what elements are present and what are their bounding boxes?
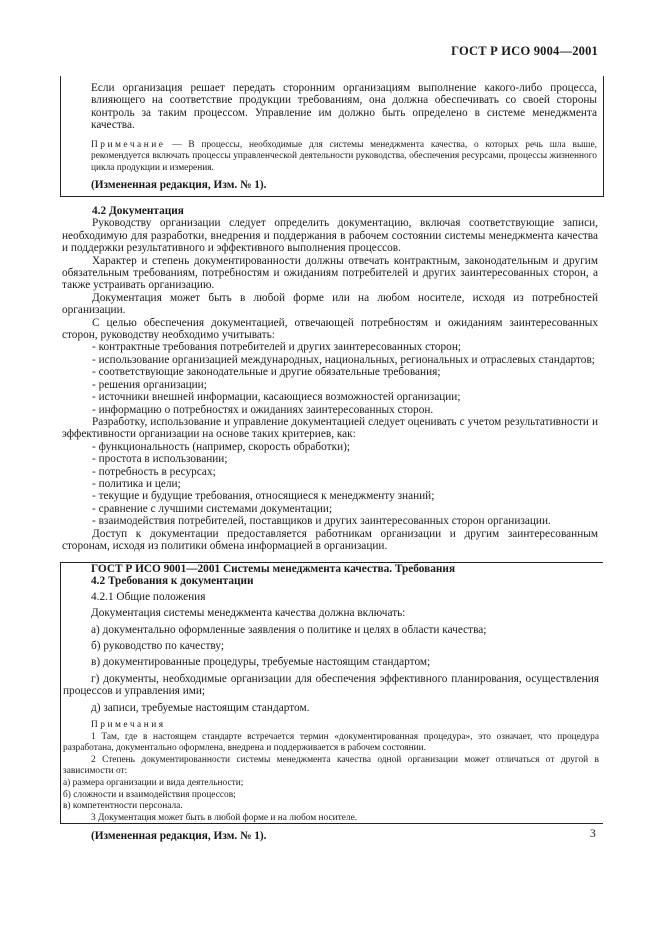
amendment-note: (Измененная редакция, Изм. № 1).: [91, 830, 267, 843]
list-item: - политика и цели;: [92, 477, 181, 490]
excerpt-paragraph: Если организация решает передать сторонним организациям выполнение какого-либо процесса, влияющего на соответствие продукции требованиям, она должна обеспечивать со своей стороны контроль за таким процессом. Управление им должно быть определено в системе менеджмента качества.: [91, 82, 597, 132]
paragraph: Доступ к документации предоставляется работникам организации и другим заинтересованным сторонам, исходя из политики обмена информацией в организации.: [62, 527, 598, 552]
note-item: 3 Документация может быть в любой форме и на любом носителе.: [91, 812, 358, 823]
page-number: 3: [590, 828, 596, 840]
list-item: - текущие и будущие требования, относящиеся к менеджменту знаний;: [92, 490, 435, 503]
note-heading: Примечание: [91, 139, 166, 150]
list-item: - соответствующие законодательные и другие обязательные требования;: [92, 366, 441, 379]
list-item: - сравнение с лучшими системами документации;: [92, 502, 333, 515]
criteria-list-2: [62, 441, 598, 528]
note-subitem: а) размера организации и вида деятельности;: [63, 778, 244, 789]
criteria-list-1: [62, 341, 598, 415]
excerpt-item: а) документально оформленные заявления о политике и целях в области качества;: [91, 623, 487, 636]
amendment-note: (Измененная редакция, Изм. № 1).: [91, 179, 267, 192]
note-text: — В процессы, необходимые для системы менеджмента качества, о которых речь шла выше, рекомендуется включать процессы управленческой деятельности руководства, обеспечения ресурсами, процессы жизненного цикла продукции и измерения.: [91, 139, 597, 173]
excerpt-item: в) документированные процедуры, требуемые настоящим стандартом;: [91, 656, 431, 669]
list-item: - источники внешней информации, касающиеся возможностей организации;: [92, 391, 461, 404]
list-item: - простота в использовании;: [92, 453, 228, 466]
bordered-excerpt-bottom: [60, 562, 603, 843]
excerpt-intro: Документация системы менеджмента качества должна включать:: [91, 607, 406, 620]
excerpt-item: г) документы, необходимые организации для обеспечения эффективного планирования, осуществления процессов и управления ими;: [63, 672, 599, 698]
note-item: 2 Степень документированности системы менеджмента качества одной организации может отличаться от другой в зависимости от:: [63, 754, 599, 777]
list-item: - функциональность (например, скорость обработки);: [92, 440, 351, 453]
note-subitem: в) компетентности персонала.: [63, 801, 183, 812]
excerpt-item: д) записи, требуемые настоящим стандартом.: [91, 701, 310, 714]
paragraph: Характер и степень документированности должны отвечать контрактным, законодательным и другим обязательным требованиям, потребностям и ожиданиям потребителей и других заинтересованных сторон, а также устраивать организацию.: [62, 254, 598, 292]
list-item: - решения организации;: [92, 378, 207, 391]
bordered-excerpt-top: [60, 76, 604, 197]
excerpt-subtitle: 4.2 Требования к документации: [91, 575, 254, 588]
paragraph: Документация может быть в любой форме или на любом носителе, исходя из потребностей организации.: [62, 291, 598, 317]
list-item: - информацию о потребностях и ожиданиях заинтересованных сторон.: [92, 403, 434, 416]
note-subitem: б) сложности и взаимодействия процессов;: [63, 789, 236, 800]
main-section: [62, 205, 598, 552]
excerpt-title: ГОСТ Р ИСО 9001—2001 Системы менеджмента качества. Требования: [91, 563, 456, 575]
excerpt-item: б) руководство по качеству;: [91, 640, 224, 653]
section-title: 4.2 Документация: [92, 205, 184, 217]
notes-heading: Примечания: [91, 720, 166, 731]
paragraph: Руководству организации следует определить документацию, включая соответствующие записи, необходимую для разработки, внедрения и поддержания в рабочем состоянии системы менеджмента качества и поддержки результативного и эффективного выполнения процессов.: [62, 217, 598, 255]
list-item: - взаимодействия потребителей, поставщиков и других заинтересованных сторон организации.: [92, 515, 551, 528]
paragraph: С целью обеспечения документацией, отвечающей потребностям и ожиданиям заинтересованных сторон, руководству необходимо учитывать:: [62, 316, 598, 342]
excerpt-subheading: 4.2.1 Общие положения: [91, 590, 206, 603]
note-item: 1 Там, где в настоящем стандарте встречается термин «документированная процедура», это означает, что процедура разработана, документально оформлена, внедрена и поддерживается в рабочем состоянии.: [63, 731, 599, 754]
page-header: ГОСТ Р ИСО 9004—2001: [451, 44, 598, 58]
excerpt-note: [91, 140, 597, 175]
list-item: - потребность в ресурсах;: [92, 465, 216, 478]
paragraph: Разработку, использование и управление документацией следует оценивать с учетом результативности и эффективности организации на основе таких критериев, как:: [62, 415, 598, 441]
list-item: - использование организацией международных, национальных, региональных и отраслевых стандартов;: [92, 353, 595, 366]
list-item: - контрактные требования потребителей и других заинтересованных сторон;: [92, 341, 462, 354]
